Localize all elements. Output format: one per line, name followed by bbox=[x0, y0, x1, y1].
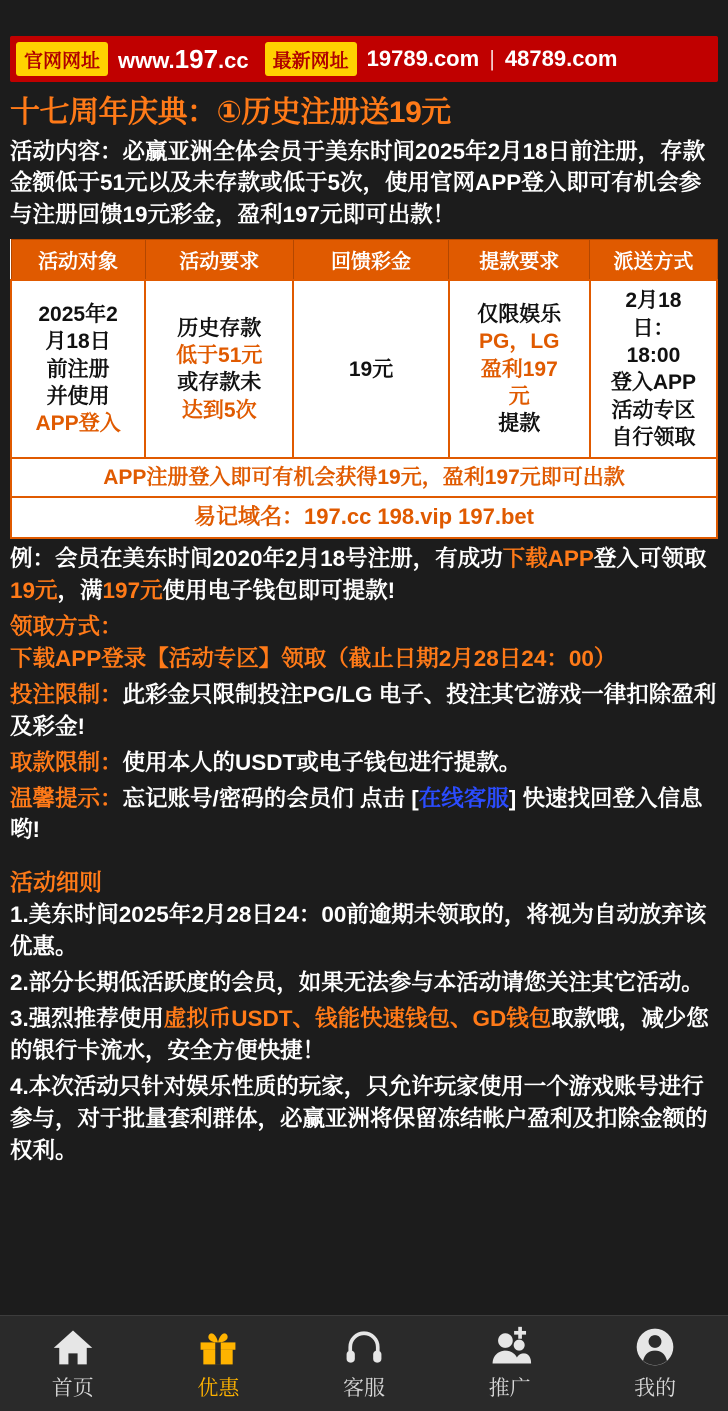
rule-2-text: 2.部分长期低活跃度的会员，如果无法参与本活动请您关注其它活动。 bbox=[10, 970, 704, 996]
withdraw-limit-label: 取款限制： bbox=[10, 749, 123, 775]
th-withdraw: 提款要求 bbox=[449, 240, 590, 281]
nav-label-profile: 我的 bbox=[634, 1377, 677, 1400]
example-highlight-1: 下载APP bbox=[502, 545, 594, 571]
td-req-l4: 达到5次 bbox=[181, 398, 257, 422]
example-text-4: 使用电子钱包即可提款! bbox=[162, 577, 396, 603]
th-target: 活动对象 bbox=[11, 240, 145, 281]
claim-label: 领取方式： bbox=[10, 613, 123, 639]
tip-text-1: 忘记账号/密码的会员们 点击 [ bbox=[122, 785, 419, 811]
td-target-l4: 并使用 bbox=[46, 384, 110, 408]
td-wd-l2: PG，LG bbox=[479, 330, 560, 354]
tip-text-2: ] 快速找回登入信息哟! bbox=[10, 785, 703, 843]
bet-limit-text: 此彩金只限制投注PG/LG 电子、投注其它游戏一律扣除盈利及彩金! bbox=[10, 681, 717, 739]
example-block bbox=[10, 543, 718, 607]
online-support-link[interactable]: 在线客服 bbox=[418, 785, 509, 811]
home-icon bbox=[51, 1325, 95, 1369]
td-wd-l4: 元 bbox=[508, 384, 530, 408]
th-bonus: 回馈彩金 bbox=[293, 240, 448, 281]
example-highlight-2: 19元 bbox=[10, 577, 58, 603]
td-wd-l5: 提款 bbox=[498, 412, 541, 436]
latest-url-tag: 最新网址 bbox=[265, 42, 357, 76]
rule-3-highlight: 虚拟币USDT、钱能快速钱包、GD钱包 bbox=[163, 1006, 552, 1032]
rule-item bbox=[10, 1071, 718, 1167]
example-text-2: 登入可领取 bbox=[593, 545, 707, 571]
td-dl-l2: 日： bbox=[632, 316, 675, 340]
td-dl-l6: 自行领取 bbox=[611, 425, 696, 449]
promo-intro-text: 必赢亚洲全体会员于美东时间2025年2月18日前注册，存款金额低于51元以及未存款或低于5次，使用官网APP登入即可有机会参与注册回馈19元彩金，盈利197元即可出款！ bbox=[10, 138, 706, 228]
td-req-l1: 历史存款 bbox=[177, 316, 262, 340]
withdraw-limit-text: 使用本人的USDT或电子钱包进行提款。 bbox=[122, 749, 522, 775]
person-icon bbox=[633, 1325, 677, 1369]
td-req-l3-text: 或存款未 bbox=[177, 371, 262, 395]
example-text-3: ，满 bbox=[57, 577, 103, 603]
td-wd-l1: 仅限娱乐 bbox=[477, 302, 562, 326]
nav-label-home: 首页 bbox=[51, 1377, 94, 1400]
claim-text: 下载APP登录【活动专区】领取（截止日期2月28日24：00） bbox=[10, 645, 617, 671]
nav-item-referral[interactable] bbox=[437, 1325, 583, 1402]
nav-item-home[interactable] bbox=[0, 1325, 146, 1402]
rule-4-text: 4.本次活动只针对娱乐性质的玩家，只允许玩家使用一个游戏账号进行参与，对于批量套利群体，必赢亚洲将保留冻结帐户盈利及扣除金额的权利。 bbox=[10, 1074, 708, 1163]
status-bar-spacer bbox=[0, 0, 728, 36]
td-target-l2: 月18日 bbox=[45, 330, 111, 354]
bet-limit-block bbox=[10, 679, 718, 743]
tip-block bbox=[10, 783, 718, 847]
add-people-icon bbox=[488, 1325, 532, 1369]
td-dl-l1: 2月18 bbox=[625, 289, 682, 313]
latest-url-1[interactable]: 19789.com bbox=[366, 46, 480, 71]
nav-item-promotions[interactable] bbox=[146, 1325, 292, 1402]
latest-url-2[interactable]: 48789.com bbox=[504, 46, 618, 71]
official-url-text[interactable] bbox=[108, 44, 259, 75]
promo-intro-label: 活动内容： bbox=[10, 138, 123, 164]
bottom-navigation bbox=[0, 1315, 728, 1411]
nav-item-profile[interactable] bbox=[582, 1325, 728, 1402]
withdraw-limit-block bbox=[10, 747, 718, 779]
headset-icon bbox=[342, 1325, 386, 1369]
promo-content bbox=[0, 82, 728, 1411]
promo-intro bbox=[10, 136, 718, 232]
table-header-row bbox=[11, 240, 717, 281]
td-req-l3 bbox=[150, 369, 288, 396]
td-wd-l3: 盈利197 bbox=[480, 357, 558, 381]
example-text-1: 会员在美东时间2020年2月18号注册，有成功 bbox=[55, 545, 503, 571]
example-label: 例： bbox=[10, 545, 56, 571]
rule-3-post: 取款哦，减少您的银行卡流水，安全方便快捷！ bbox=[10, 1006, 709, 1064]
rules-title: 活动细则 bbox=[10, 869, 102, 896]
official-url-prefix: www. bbox=[118, 47, 175, 73]
promo-table bbox=[10, 239, 718, 539]
rule-item bbox=[10, 899, 718, 963]
url-separator: | bbox=[489, 46, 495, 71]
rule-1-text: 1.美东时间2025年2月28日24：00前逾期未领取的，将视为自动放弃该优惠。 bbox=[10, 902, 707, 960]
official-url-suffix: .cc bbox=[218, 47, 249, 73]
claim-block bbox=[10, 611, 718, 675]
td-requirement bbox=[145, 280, 293, 458]
td-target-l5: APP登入 bbox=[35, 412, 121, 436]
nav-label-referral: 推广 bbox=[488, 1377, 531, 1400]
page-title: 十七周年庆典：①历史注册送19元 bbox=[10, 96, 451, 129]
th-delivery: 派送方式 bbox=[590, 240, 717, 281]
table-footer-2: 易记域名：197.cc 198.vip 197.bet bbox=[11, 497, 717, 538]
td-target-l3: 前注册 bbox=[46, 357, 110, 381]
th-requirement: 活动要求 bbox=[145, 240, 293, 281]
td-delivery bbox=[590, 280, 717, 458]
site-url-banner[interactable] bbox=[10, 36, 718, 82]
td-dl-l3: 18:00 bbox=[626, 343, 681, 367]
nav-label-support: 客服 bbox=[342, 1377, 385, 1400]
nav-item-support[interactable] bbox=[291, 1325, 437, 1402]
bet-limit-label: 投注限制： bbox=[10, 681, 123, 707]
rule-3-pre: 3.强烈推荐使用 bbox=[10, 1006, 164, 1032]
td-dl-l5: 活动专区 bbox=[611, 398, 696, 422]
table-footer-1: APP注册登入即可有机会获得19元，盈利197元即可出款 bbox=[11, 458, 717, 497]
table-footer-row-2 bbox=[11, 497, 717, 538]
example-highlight-3: 197元 bbox=[102, 577, 163, 603]
td-withdraw bbox=[449, 280, 590, 458]
official-url-tag: 官网网址 bbox=[16, 42, 108, 76]
table-footer-row-1 bbox=[11, 458, 717, 497]
official-url-main: 197 bbox=[174, 43, 219, 74]
td-target-l1: 2025年2 bbox=[38, 302, 118, 326]
td-req-l2: 低于51元 bbox=[176, 343, 263, 367]
rule-item bbox=[10, 1003, 718, 1067]
table-row bbox=[11, 280, 717, 458]
rule-item bbox=[10, 967, 718, 999]
gift-icon bbox=[196, 1325, 240, 1369]
td-target bbox=[11, 280, 145, 458]
tip-label: 温馨提示： bbox=[10, 785, 123, 811]
td-dl-l4: 登入APP bbox=[610, 371, 697, 395]
nav-label-promotions: 优惠 bbox=[197, 1377, 240, 1400]
td-bonus: 19元 bbox=[293, 280, 448, 458]
